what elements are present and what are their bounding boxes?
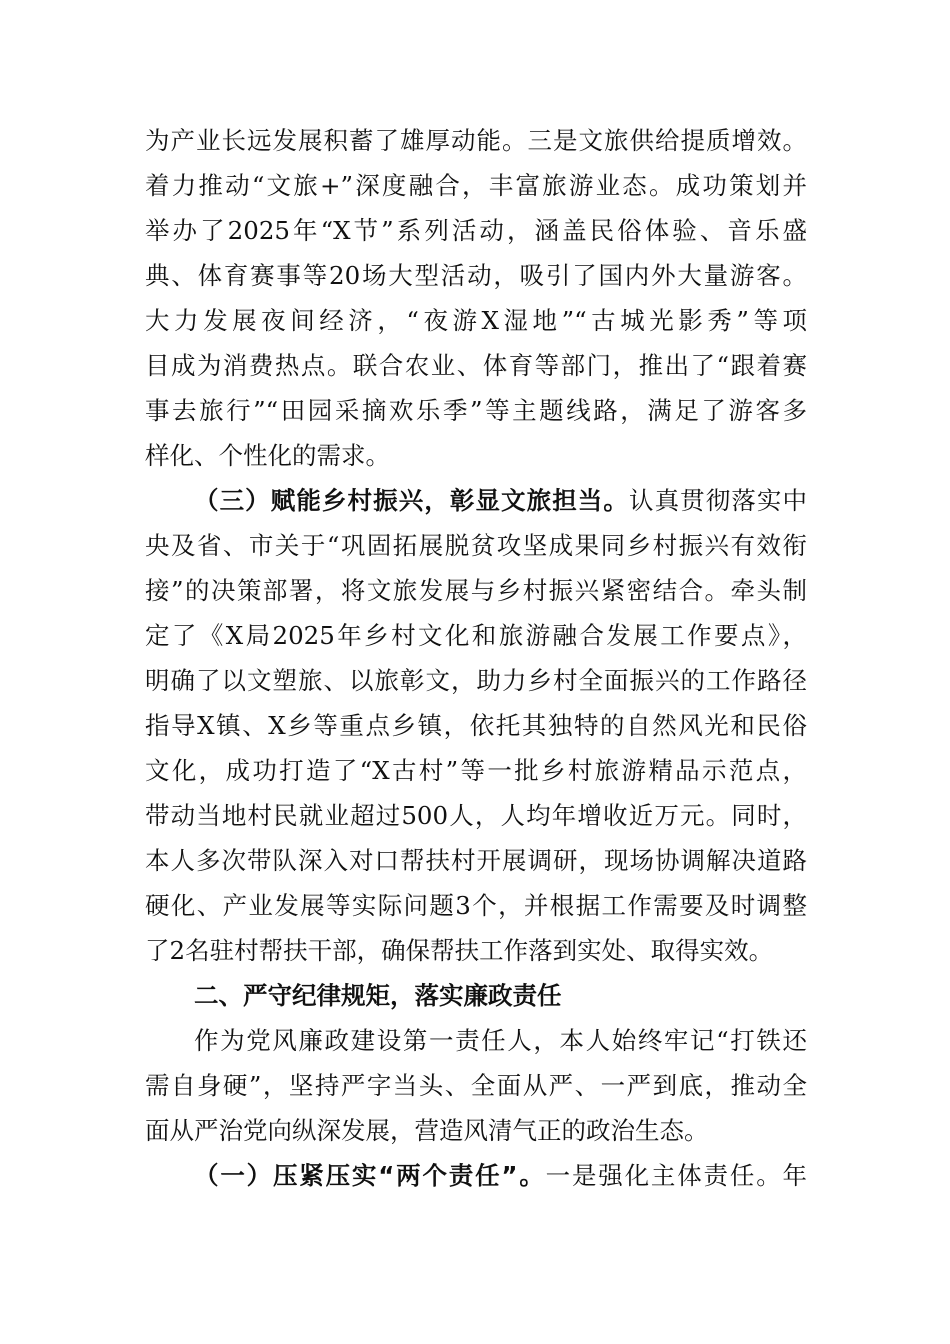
body-text-line: 面从严治党向纵深发展，营造风清气正的政治生态。 [145, 1116, 709, 1145]
body-text-line: 大力发展夜间经济，“夜游X湿地”“古城光影秀”等项 [145, 306, 807, 335]
body-text-line: 指导X镇、X乡等重点乡镇，依托其独特的自然风光和民俗 [145, 711, 807, 740]
body-text-line: 了2名驻村帮扶干部，确保帮扶工作落到实处、取得实效。 [145, 936, 774, 965]
section-3-text: 认真贯彻落实中 [628, 486, 808, 515]
body-text-line: 文化，成功打造了“X古村”等一批乡村旅游精品示范点， [145, 756, 807, 785]
body-text-line: 典、体育赛事等20场大型活动，吸引了国内外大量游客。 [145, 261, 807, 290]
section-1-first-line [194, 1156, 807, 1196]
section-heading: 二、严守纪律规矩，落实廉政责任 [194, 981, 562, 1010]
body-text-line: 明确了以文塑旅、以旅彰文，助力乡村全面振兴的工作路径 [145, 666, 807, 695]
body-text-line: 硬化、产业发展等实际问题3个，并根据工作需要及时调整 [145, 891, 807, 920]
body-text-line: 作为党风廉政建设第一责任人，本人始终牢记“打铁还 [194, 1026, 807, 1055]
section-3-title: （三）赋能乡村振兴，彰显文旅担当。 [194, 486, 629, 515]
section-1-text: 一是强化主体责任。年 [545, 1161, 808, 1190]
body-text-line: 样化、个性化的需求。 [145, 441, 390, 470]
body-text-line: 着力推动“文旅+”深度融合，丰富旅游业态。成功策划并 [145, 171, 807, 200]
body-text-line: 央及省、市关于“巩固拓展脱贫攻坚成果同乡村振兴有效衔 [145, 531, 807, 560]
body-text-line: 事去旅行”“田园采摘欢乐季”等主题线路，满足了游客多 [145, 396, 807, 425]
body-text-line: 接”的决策部署，将文旅发展与乡村振兴紧密结合。牵头制 [145, 576, 807, 605]
body-text-line: 带动当地村民就业超过500人，人均年增收近万元。同时， [145, 801, 807, 830]
section-3-first-line [194, 481, 807, 521]
body-text-line: 需自身硬”，坚持严字当头、全面从严、一严到底，推动全 [145, 1071, 807, 1100]
body-text-line: 举办了2025年“X节”系列活动，涵盖民俗体验、音乐盛 [145, 216, 807, 245]
body-text-line: 定了《X局2025年乡村文化和旅游融合发展工作要点》， [145, 621, 807, 650]
body-text-line: 目成为消费热点。联合农业、体育等部门，推出了“跟着赛 [145, 351, 807, 380]
body-text-line: 本人多次带队深入对口帮扶村开展调研，现场协调解决道路 [145, 846, 807, 875]
section-1-title: （一）压紧压实“两个责任”。 [194, 1161, 546, 1190]
body-text-line: 为产业长远发展积蓄了雄厚动能。三是文旅供给提质增效。 [145, 126, 807, 155]
